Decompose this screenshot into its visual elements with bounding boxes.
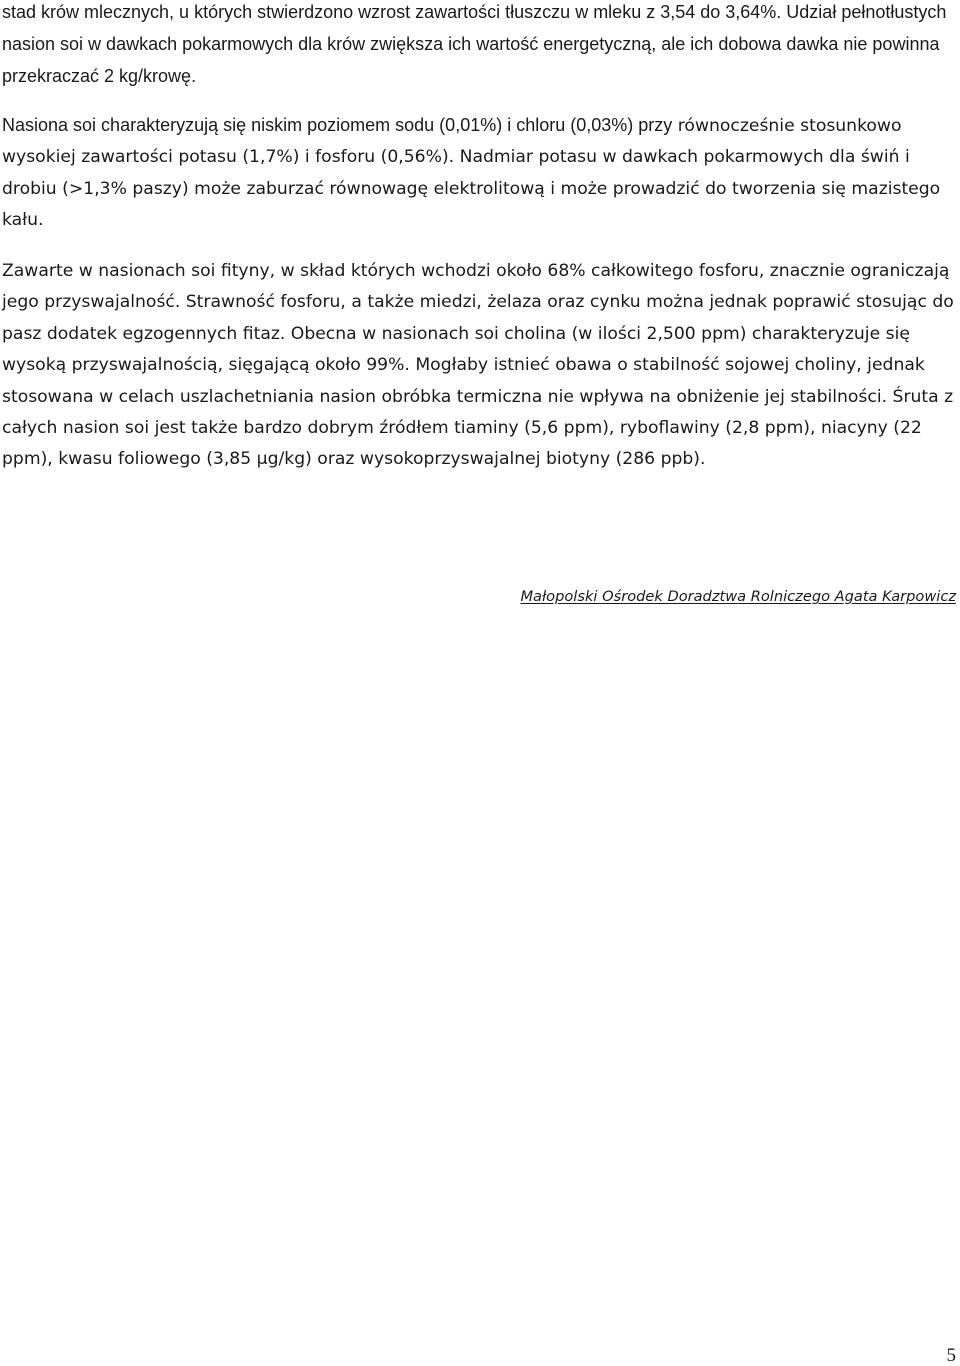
paragraph-minerals-lead: Nasiona soi charakteryzują się niskim poziomem sodu (0,01%) i chloru (0,03%) przy	[2, 115, 673, 135]
paragraph-milk-fat: stad krów mlecznych, u których stwierdzono wzrost zawartości tłuszczu w mleku z 3,54 do 3,64%. Udział pełnotłustych nasion soi w dawkach pokarmowych dla krów zwiększa ich wartość energetyczną, ale ich dobowa dawka nie powinna przekraczać 2 kg/krowę.	[2, 2, 947, 86]
page-number: 5	[946, 1345, 956, 1366]
paragraph-minerals-rest: równocześnie stosunkowo wysokiej zawartości potasu (1,7%) i fosforu (0,56%). Nadmiar potasu w dawkach pokarmowych dla świń i drobiu (>1,3% paszy) może zaburzać równowagę elektrolitową i może prowadzić do tworzenia się mazistego kału.	[2, 116, 941, 230]
paragraph-minerals	[2, 110, 957, 236]
paragraph-phytates-vitamins: Zawarte w nasionach soi fityny, w skład których wchodzi około 68% całkowitego fosforu, znacznie ograniczają jego przyswajalność. Strawność fosforu, a także miedzi, żelaza oraz cynku można jednak poprawić stosując do pasz dodatek egzogennych fitaz. Obecna w nasionach soi cholina (w ilości 2,500 ppm) charakteryzuje się wysoką przyswajalnością, sięgającą około 99%. Mogłaby istnieć obawa o stabilność sojowej choliny, jednak stosowana w celach uszlachetniania nasion obróbka termiczna nie wpływa na obniżenie jej stabilności. Śruta z całych nasion soi jest także bardzo dobrym źródłem tiaminy (5,6 ppm), ryboflawiny (2,8 ppm), niacyny (22 ppm), kwasu foliowego (3,85 µg/kg) oraz wysokoprzyswajalnej biotyny (286 ppb).	[2, 261, 954, 470]
author-signature: Małopolski Ośrodek Doradztwa Rolniczego Agata Karpowicz	[520, 588, 956, 605]
